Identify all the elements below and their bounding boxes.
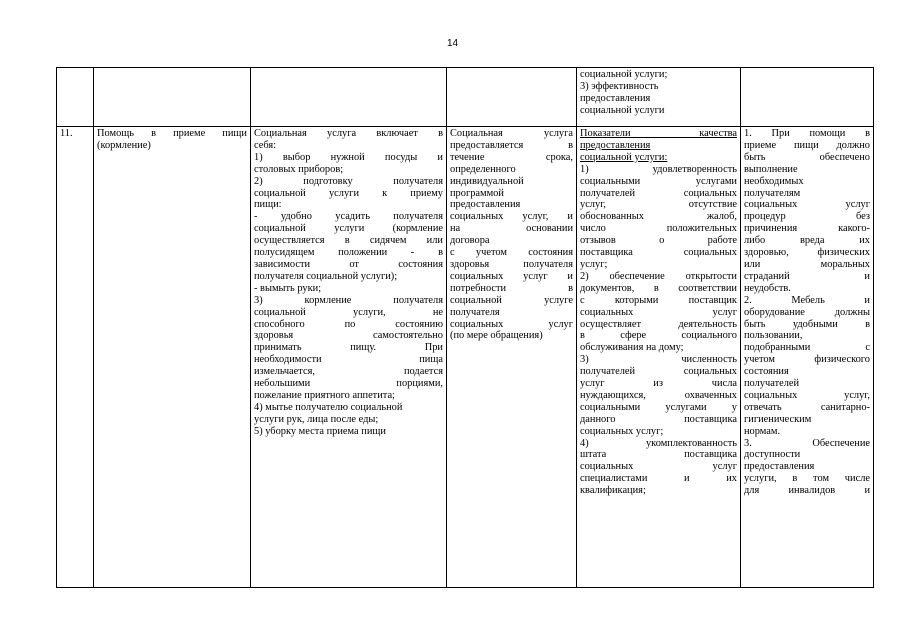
text-line: социальных услуг xyxy=(450,318,573,330)
text-line: обоснованных жалоб, xyxy=(580,211,737,223)
text-line: индивидуальной xyxy=(450,175,524,187)
text-line: либо вреда их xyxy=(744,235,870,247)
text-line: 3) кормление получателя xyxy=(254,294,443,306)
text-line: гигиеническим xyxy=(744,413,812,425)
text-line: причинения какого- xyxy=(744,223,870,235)
text-line: 2) обеспечение открытости xyxy=(580,270,737,282)
text-line: отзывов о работе xyxy=(580,235,737,247)
text-line: поставщика социальных xyxy=(580,247,737,259)
text-line: социальных услуг и xyxy=(450,270,573,282)
text-line: штата поставщика xyxy=(580,449,737,461)
text-line: состояния xyxy=(744,366,789,378)
text-line: процедур без xyxy=(744,211,870,223)
text-line: обслуживания на дому; xyxy=(580,342,684,354)
text-line: выполнение xyxy=(744,163,798,175)
text-line: Показатели качества xyxy=(580,128,737,139)
text-line: в сфере социального xyxy=(580,330,737,342)
text-line: предоставления xyxy=(580,139,651,151)
text-line: социальных услуг; xyxy=(580,425,664,437)
text-line: получателей социальных xyxy=(580,366,737,378)
text-line: 1) удовлетворенность xyxy=(580,163,737,175)
text-line: Помощь в приеме пищи xyxy=(97,128,247,139)
cell-service-description xyxy=(251,127,447,588)
text-line: число положительных xyxy=(580,223,737,235)
text-line: с которыми поставщик xyxy=(580,294,737,306)
text-line: нормам. xyxy=(744,425,781,437)
text-line: социальных услуг, и xyxy=(450,211,573,223)
text-line: договора xyxy=(450,235,490,247)
text-line: осуществляет деятельность xyxy=(580,318,737,330)
text-line: течение срока, xyxy=(450,151,573,163)
text-line: отвечать санитарно- xyxy=(744,401,870,413)
text-line: 3) эффективность xyxy=(580,80,659,92)
text-line: услуги рук, лица после еды; xyxy=(254,413,379,425)
text-line: услуг из числа xyxy=(580,378,737,390)
text-line: услуги, в том числе xyxy=(744,473,870,485)
text-line: измельчается, подается xyxy=(254,366,443,378)
text-line: учетом физического xyxy=(744,354,870,366)
text-line: пользовании, xyxy=(744,330,803,342)
text-line: (кормление) xyxy=(97,139,151,151)
text-line: программой xyxy=(450,187,504,199)
cell-service-description xyxy=(251,68,447,127)
text-line: предоставления xyxy=(744,461,815,473)
table-row xyxy=(57,127,874,588)
text-line: социальной услуги к приему xyxy=(254,187,443,199)
text-line: Социальная услуга включает в xyxy=(254,128,443,139)
cell-number xyxy=(57,127,94,588)
text-line: определенного xyxy=(450,163,516,175)
text-line: столовых приборов; xyxy=(254,163,344,175)
text-line: Социальная услуга xyxy=(450,128,573,139)
text-line: или моральных xyxy=(744,258,870,270)
text-line: здоровью, физических xyxy=(744,247,870,259)
text-line: получателей xyxy=(744,378,800,390)
text-line: оборудование должны xyxy=(744,306,870,318)
text-line: социальной услуги xyxy=(580,104,665,116)
text-line: получателя xyxy=(450,306,500,318)
text-line: себя: xyxy=(254,139,277,151)
text-line: пищи: xyxy=(254,199,282,211)
text-line: 3) численность xyxy=(580,354,737,366)
text-line: приеме пищи должно xyxy=(744,139,870,151)
text-line: осуществляется в сидячем или xyxy=(254,235,443,247)
text-line: услуг; xyxy=(580,258,608,270)
services-table xyxy=(56,67,874,588)
text-line: 4) мытье получателю социальной xyxy=(254,401,403,413)
text-line: социальных услуг xyxy=(580,306,737,318)
text-line: способного по состоянию xyxy=(254,318,443,330)
text-line: социальной услуги, не xyxy=(254,306,443,318)
text-line: социальных услуг, xyxy=(744,389,870,401)
text-line: социальными услугами xyxy=(580,175,737,187)
text-line: пожелание приятного аппетита; xyxy=(254,389,395,401)
text-line: 5) уборку места приема пищи xyxy=(254,425,386,437)
cell-quality-indicators xyxy=(577,68,741,127)
text-line: страданий и xyxy=(744,270,870,282)
text-line: на основании xyxy=(450,223,573,235)
text-line: 1) выбор нужной посуды и xyxy=(254,151,443,163)
text-line: данного поставщика xyxy=(580,413,737,425)
text-line: здоровья самостоятельно xyxy=(254,330,443,342)
text-line: - вымыть руки; xyxy=(254,282,322,294)
text-line: нуждающихся, охваченных xyxy=(580,389,737,401)
text-line: социальных услуг xyxy=(580,461,737,473)
text-line: социальной услуги (кормление xyxy=(254,223,443,235)
text-line: предоставляется в xyxy=(450,139,573,151)
text-line: зависимости от состояния xyxy=(254,258,443,270)
text-line: получателя социальной услуги); xyxy=(254,270,398,282)
page-number: 14 xyxy=(446,38,459,49)
text-line: 2) подготовку получателя xyxy=(254,175,443,187)
cell-conditions xyxy=(741,127,874,588)
text-line: получателей социальных xyxy=(580,187,737,199)
cell-service-name xyxy=(94,68,251,127)
text-line: 4) укомплектованность xyxy=(580,437,737,449)
text-line: быть обеспечено xyxy=(744,151,870,163)
text-line: с учетом состояния xyxy=(450,247,573,259)
text-line: неудобств. xyxy=(744,282,791,294)
text-line: получателям xyxy=(744,187,801,199)
text-line: социальной услуге xyxy=(450,294,573,306)
cell-number xyxy=(57,68,94,127)
text-line: здоровья получателя xyxy=(450,258,573,270)
text-line: социальной услуги: xyxy=(580,151,668,163)
text-line: социальных услуг xyxy=(744,199,870,211)
text-line: небольшими порциями, xyxy=(254,378,443,390)
text-line: 2. Мебель и xyxy=(744,294,870,306)
cell-quality-indicators xyxy=(577,127,741,588)
text-line: услуг, отсутствие xyxy=(580,199,737,211)
cell-service-terms xyxy=(447,68,577,127)
text-line: подобранными с xyxy=(744,342,870,354)
text-line: предоставления xyxy=(580,92,651,104)
text-line: (по мере обращения) xyxy=(450,330,543,342)
text-line: для инвалидов и xyxy=(744,485,870,497)
text-line: документов, в соответствии xyxy=(580,282,737,294)
text-line: необходимых xyxy=(744,175,804,187)
cell-service-terms xyxy=(447,127,577,588)
text-line: специалистами и их xyxy=(580,473,737,485)
cell-conditions xyxy=(741,68,874,127)
text-line: потребности в xyxy=(450,282,573,294)
row-number: 11. xyxy=(60,128,73,139)
text-line: принимать пищу. При xyxy=(254,342,443,354)
text-line: социальными услугами у xyxy=(580,401,737,413)
text-line: социальной услуги; xyxy=(580,69,668,80)
text-line: предоставления xyxy=(450,199,521,211)
text-line: доступности xyxy=(744,449,801,461)
text-line: необходимости пища xyxy=(254,354,443,366)
text-line: 3. Обеспечение xyxy=(744,437,870,449)
cell-service-name xyxy=(94,127,251,588)
text-line: 1. При помощи в xyxy=(744,128,870,139)
text-line: квалификация; xyxy=(580,485,646,497)
text-line: полусидящем положении - в xyxy=(254,247,443,259)
text-line: - удобно усадить получателя xyxy=(254,211,443,223)
table-row xyxy=(57,68,874,127)
text-line: быть удобными в xyxy=(744,318,870,330)
